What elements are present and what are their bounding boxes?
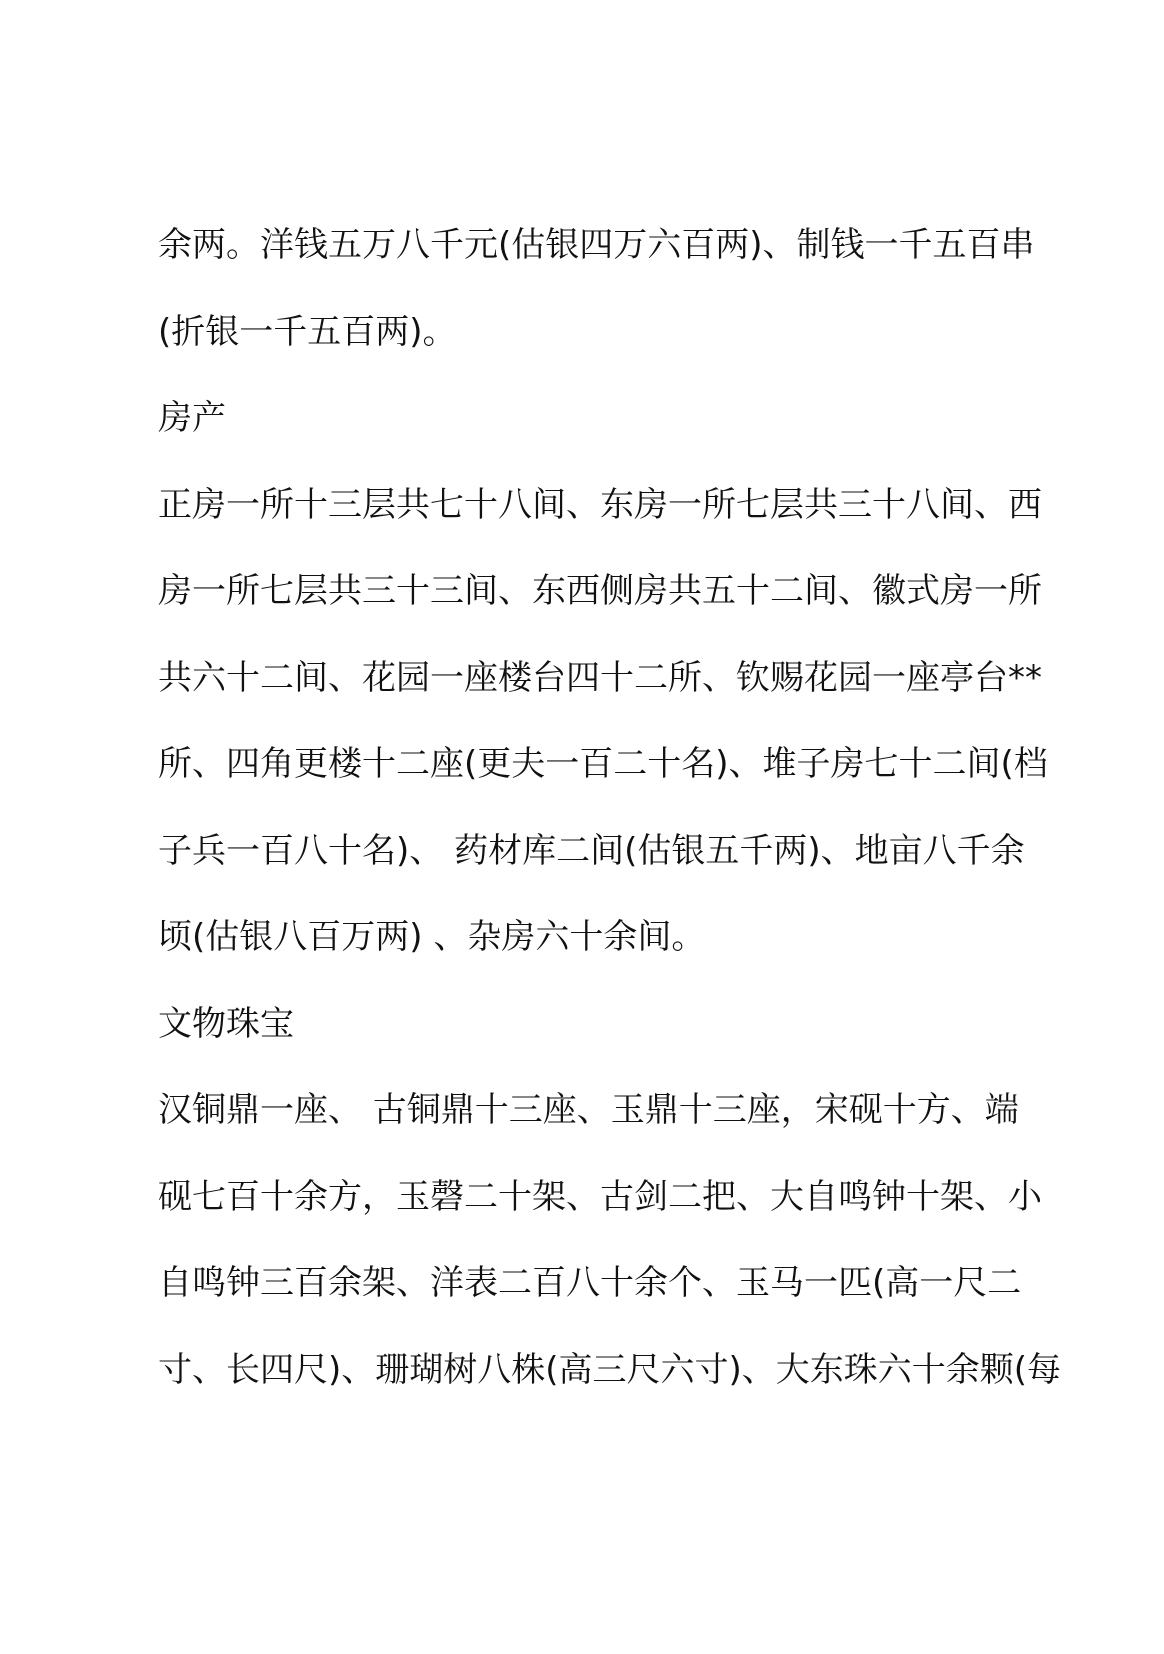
text-line-2: (折银一千五百两)。 xyxy=(158,311,457,352)
text-line-6: 共六十二间、花园一座楼台四十二所、钦赐花园一座亭台** xyxy=(158,657,1042,698)
text-line-7: 所、四角更楼十二座(更夫一百二十名)、堆子房七十二间(档 xyxy=(158,744,1048,784)
text-line-11: 汉铜鼎一座、 古铜鼎十三座、玉鼎十三座，宋砚十方、端 xyxy=(158,1090,1019,1130)
text-line-8: 子兵一百八十名)、 药材库二间(估银五千两)、地亩八千余 xyxy=(158,830,1025,871)
text-line-12: 砚七百十余方，玉磬二十架、古剑二把、大自鸣钟十架、小 xyxy=(158,1176,1042,1217)
text-line-14: 寸、长四尺)、珊瑚树八株(高三尺六寸)、大东珠六十余颗(每 xyxy=(158,1349,1062,1390)
text-line-4: 正房一所十三层共七十八间、东房一所七层共三十八间、西 xyxy=(158,484,1042,525)
section-heading-property: 房产 xyxy=(158,398,226,438)
text-line-1: 余两。洋钱五万八千元(估银四万六百两)、制钱一千五百串 xyxy=(158,225,1035,265)
text-line-9: 顷(估银八百万两) 、杂房六十余间。 xyxy=(158,917,706,957)
text-line-5: 房一所七层共三十三间、东西侧房共五十二间、徽式房一所 xyxy=(158,571,1042,611)
document-body xyxy=(158,212,1062,1423)
section-heading-relics: 文物珠宝 xyxy=(158,1003,294,1044)
text-line-13: 自鸣钟三百余架、洋表二百八十余个、玉马一匹(高一尺二 xyxy=(158,1263,1022,1303)
